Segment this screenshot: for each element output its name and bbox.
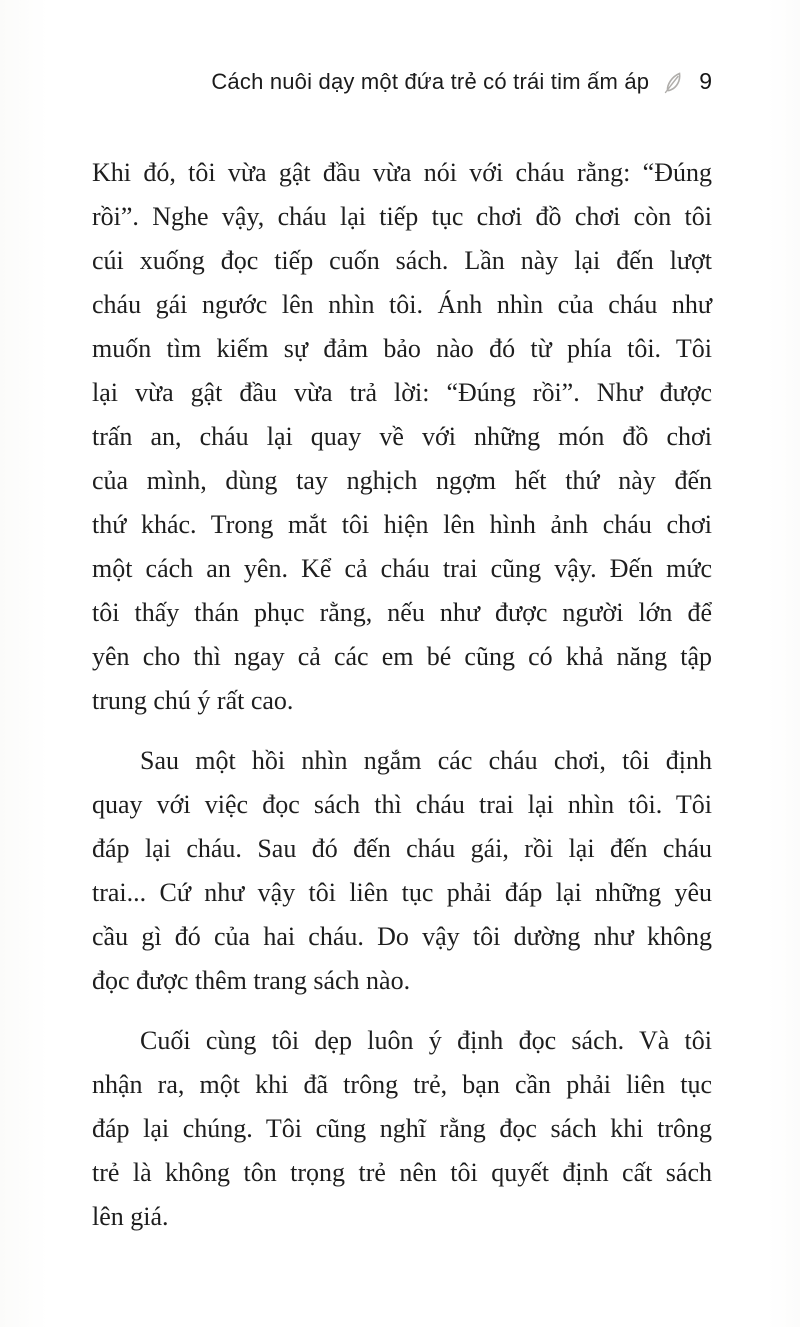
text-line: một cách an yên. Kể cả cháu trai cũng vậy. Đến mức (92, 554, 712, 583)
text-line: của mình, dùng tay nghịch ngợm hết thứ này đến (92, 466, 712, 495)
paragraph (92, 739, 712, 1003)
text-line: trấn an, cháu lại quay về với những món đồ chơi (92, 422, 712, 451)
text-line: trẻ là không tôn trọng trẻ nên tôi quyết định cất sách (92, 1158, 712, 1187)
leaf-quill-ornament-icon (663, 70, 685, 94)
text-line: nhận ra, một khi đã trông trẻ, bạn cần phải liên tục (92, 1070, 712, 1099)
text-line: muốn tìm kiếm sự đảm bảo nào đó từ phía tôi. Tôi (92, 334, 712, 363)
text-line: quay với việc đọc sách thì cháu trai lại nhìn tôi. Tôi (92, 790, 712, 819)
running-header (92, 68, 712, 95)
text-line: cháu gái ngước lên nhìn tôi. Ánh nhìn của cháu như (92, 290, 712, 319)
text-line: đọc được thêm trang sách nào. (92, 966, 411, 995)
body-text (92, 151, 712, 1239)
text-line: thứ khác. Trong mắt tôi hiện lên hình ảnh cháu chơi (92, 510, 712, 539)
text-line: yên cho thì ngay cả các em bé cũng có khả năng tập (92, 642, 712, 671)
text-line: lên giá. (92, 1202, 169, 1231)
text-line: đáp lại chúng. Tôi cũng nghĩ rằng đọc sách khi trông (92, 1114, 712, 1143)
text-line: tôi thấy thán phục rằng, nếu như được người lớn để (92, 598, 712, 627)
text-line: rồi”. Nghe vậy, cháu lại tiếp tục chơi đồ chơi còn tôi (92, 202, 712, 231)
text-line: lại vừa gật đầu vừa trả lời: “Đúng rồi”. Như được (92, 378, 712, 407)
text-line: cúi xuống đọc tiếp cuốn sách. Lần này lại đến lượt (92, 246, 712, 275)
text-line: đáp lại cháu. Sau đó đến cháu gái, rồi lại đến cháu (92, 834, 712, 863)
text-line: trai... Cứ như vậy tôi liên tục phải đáp lại những yêu (92, 878, 712, 907)
page-number: 9 (699, 68, 712, 94)
text-line: Khi đó, tôi vừa gật đầu vừa nói với cháu rằng: “Đúng (92, 158, 712, 187)
text-line: cầu gì đó của hai cháu. Do vậy tôi dường như không (92, 922, 712, 951)
text-line: trung chú ý rất cao. (92, 686, 294, 715)
running-title: Cách nuôi dạy một đứa trẻ có trái tim ấm áp (211, 68, 650, 94)
paragraph (92, 1019, 712, 1239)
paragraph (92, 151, 712, 723)
text-line: Sau một hồi nhìn ngắm các cháu chơi, tôi định (140, 746, 712, 775)
text-line: Cuối cùng tôi dẹp luôn ý định đọc sách. Và tôi (140, 1026, 712, 1055)
